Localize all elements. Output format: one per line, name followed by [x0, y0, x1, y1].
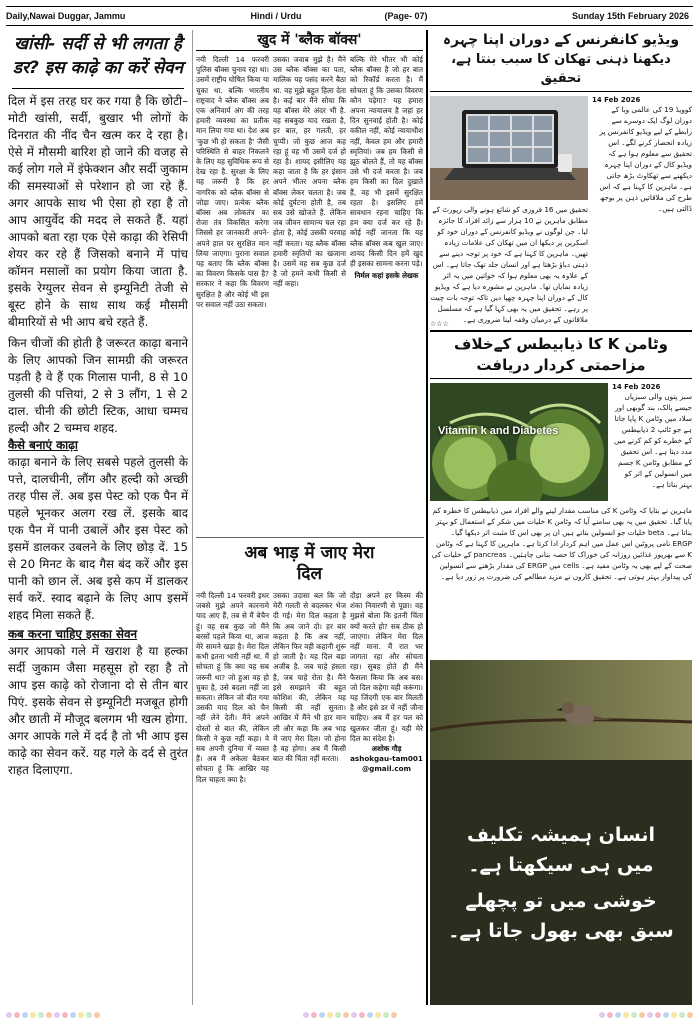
- bhaad-col-2: उसका उदासा बल कि जो मेरी गलती से बदलकर भेज दी गई। मेरा दिल कहता है कि अब जाने दो। हर बार कहता है कि अब नहीं, लेकिन फिर वही कहानी शुरू हो जाती है। यह दिल बड़ा अजीब है. जब चाहे हंसता है, जब चाहे रोता है। मैंने इसे समझाने की बहुत कोशिश की, लेकिन यह किसी की नहीं सुनता। आखिर में मैंने भी हार मान ली और कहा कि अब भाड़ में जाए मेरा दिल। जो होना है वह होगा। अब मैं किसी बात की चिंता नहीं करता।: [273, 591, 346, 764]
- bhaad-col-1: नयी दिल्ली 14 फरवरी इधर जबसे मुझे अपने कारनामे याद आए हैं, तब से मैं बेचैन हूं। वह सब कुछ जो मैंने बरसों पहले किया था, आज मेरे सामने खड़ा है। मेरा दिल कभी इतना भारी नहीं था. मैं सोचता हूं कि क्या यह सब जरूरी था? जो हुआ वह हो चुका है, उसे बदला नहीं जा सकता। लेकिन जो बीत गया उसकी याद दिल को चैन नहीं लेने देती। मैंने अपने दोस्तों से बात की, लेकिन किसी ने कुछ नहीं कहा। वे सब अपनी दुनिया में व्यस्त हैं। अब मैं अकेला बैठकर सोचता हूं कि आखिर यह दिल चाहता क्या है।: [196, 591, 269, 784]
- footer-dot: [62, 1012, 68, 1018]
- bird-photo: [430, 660, 692, 760]
- kadha-subhead-when: कब करना चाहिए इसका सेवन: [8, 627, 138, 641]
- cabbage-illustration: [430, 383, 608, 501]
- footer-dot: [647, 1012, 653, 1018]
- column-divider: [426, 30, 428, 1005]
- footer-dot: [70, 1012, 76, 1018]
- vitamin-image-caption: Vitamin k and Diabetes: [438, 425, 559, 437]
- footer-dot: [367, 1012, 373, 1018]
- video-headline-1: ویڈیو کانفرنس کے دوران اپنا چہرہ: [442, 32, 680, 48]
- paper-name: Daily,Nawai Duggar, Jammu: [6, 11, 126, 21]
- footer-dot: [319, 1012, 325, 1018]
- vitamin-body: ماہرین نے بتایا کہ وٹامن K کی مناسب مقدار لینے والے افراد میں ذیابیطس کا خطرہ کم پایا گیا۔ تحقیق میں یہ بھی سامنے آیا کہ وٹامن K خلیات میں شکر کے استعمال کو بہتر بناتا ہے۔ beta خلیات جو انسولین بناتے ہیں ان پر بھی اس کا مثبت اثر دیکھا گیا۔ ERGP نامی پروٹین اس عمل میں اہم کردار ادا کرتا ہے۔ ماہرین کا کہنا ہے کہ وٹامن K سے بھرپور غذائیں روزانہ کی خوراک کا حصہ بنانی چاہئیں۔ pancreas کے خلیات کی صحت کے لیے بھی یہ وٹامن مفید ہے۔ cells میں ERGP کی مقدار بڑھنے سے انسولین کی پیداوار بہتر ہوتی ہے۔ تحقیق کاروں نے مزید مطالعے کی ضرورت پر زور دیا ہے۔: [431, 506, 692, 581]
- bird-illustration: [430, 660, 692, 760]
- footer-dots-left: [6, 1012, 100, 1018]
- vitamin-headline-2: مزاحمتی کردار دریافت: [476, 356, 646, 374]
- video-headline-2: دیکھنا ذہنی تھکان کا سبب بنتا ہے، تحقیق: [451, 52, 671, 86]
- footer-dot: [38, 1012, 44, 1018]
- black-box-byline: निर्मल कहां इसके लेखक: [354, 271, 419, 281]
- footer-dot: [335, 1012, 341, 1018]
- footer-dot: [687, 1012, 693, 1018]
- footer-dot: [663, 1012, 669, 1018]
- bhaad-email: ashokgau-tam001@gmail.com: [350, 754, 423, 774]
- black-box-col-1: नयी दिल्ली 14 फरवरी पुलिस बॉक्स चुनाव रहा था। उसमें राष्ट्रीय घोषित किया या चुका था. बल्कि भारतीय राष्ट्रवाद ने ब्लैक बॉक्स अब एक अनिवार्य अंग की तरह हमारी व्यवस्था का प्रतीक मान लिया गया था। देश अब 'कुछ भी हो सकता है' जैसी परिस्थिति से बाहर निकलने के लिए यह सुविधिक रूप से देख रहा है. सुरक्षा के लिए यह जरूरी है कि हर नागरिक को ब्लैक बॉक्स से जोड़ा जाए। प्रत्येक ब्लैक बॉक्स अब लोकतंत्र का रोजा तंत्र विकसित करेगा जिससे हर जानकारी अपने-अपने हाल पर सुरक्षित मान लिया जाएगा। पुराना सवाल यह बताए कि ब्लैक बॉक्स का विवरण किसके पास है? सरकार ने कहा कि विवरण सुरक्षित है और कोई भी इस पर सवाल नहीं उठा सकता।: [196, 55, 269, 309]
- kadha-intro: दिल में इस तरह घर कर गया है कि छोटी–मोटी खांसी, सर्दी, बुखार भी लोगों के दिनरात की नींद चैन खत्म कर दे रहा है। ऐसे में मौसमी बारिश हो जाने की वजह से कई लोग गले में इंफेक्शन और सर्दी जुकाम की समस्याओं से परेशान हो जा रहे हैं. अगर आपके साथ भी ऐसा हो रहा है तो आप आयुर्वेद की मदद ले सकते हैं. यहां आपको बता रहा एक ऐसे काढ़ा की रेसिपी शेयर कर रहे हैं जिसको बनाने में पांच कॉमन मसालों का प्रयोग किया जाता है. इसके रेग्युलर सेवन से इम्यूनिटी तेजी से बूस्ट होने के साथ साथ कई मौसमी बीमारियों से भी आप बचे रहते हैं.: [8, 94, 188, 329]
- quote-box: [430, 760, 692, 1005]
- footer-dot: [94, 1012, 100, 1018]
- black-box-article: [196, 30, 423, 535]
- footer-dot: [607, 1012, 613, 1018]
- footer-dot: [359, 1012, 365, 1018]
- footer-dot: [623, 1012, 629, 1018]
- bhaad-col-3: दौड़ा अपने हर किस्म की शंका निवारणी से पूछा। वह मुझसे बोला कि इतनी चिंता क्यों करते हो? सब ठीक हो जाएगा। लेकिन मेरा दिल नहीं माना. मैं रात भर जागता रहा और सोचता रहा। सुबह होते ही मैंने फैसला किया कि अब बस। जो दिल कहेगा वही करूंगा। यह जिंदगी एक बार मिलती है और इसे डर में नहीं जीना चाहिए। अब मैं हर पल को खुलकर जीता हूं। यही मेरे दिल का संदेश है।: [350, 591, 423, 743]
- laptop-illustration: [430, 96, 588, 200]
- footer-dot: [375, 1012, 381, 1018]
- footer-dot: [383, 1012, 389, 1018]
- page-footer: [6, 1010, 693, 1019]
- footer-dot: [303, 1012, 309, 1018]
- quote-line-2: خوشی میں تو پچھلے سبق بھی بھول جاتا ہے۔: [448, 889, 674, 942]
- page-number: (Page- 07): [384, 11, 428, 21]
- footer-dot: [631, 1012, 637, 1018]
- footer-dot: [30, 1012, 36, 1018]
- separator-stars: ☆☆☆: [430, 320, 449, 328]
- vitamin-date: 14 Feb 2026: [612, 383, 661, 391]
- footer-dots-right: [599, 1012, 693, 1018]
- section-rule: [196, 537, 424, 538]
- language-label: Hindi / Urdu: [250, 11, 302, 21]
- urdu-section: [430, 30, 692, 1005]
- kadha-article: [8, 30, 188, 1005]
- vitamin-k-photo: [430, 383, 608, 501]
- video-body: تحقیق میں 16 فروری کو شائع ہونے والی رپورٹ کے مطابق ماہرین نے 10 ہزار سے زائد افراد کا جائزہ لیا۔ جن لوگوں نے ویڈیو کانفرنس کے دوران خود کو اسکرین پر دیکھا ان میں تھکان کی علامات زیادہ تھیں۔ ماہرین کا کہنا ہے کہ خود پر توجہ دینے سے ذہنی دباؤ بڑھتا ہے اور انسان جلد تھک جاتا ہے۔ اس کے علاوہ یہ بھی معلوم ہوا کہ خواتین میں یہ اثر زیادہ نمایاں تھا۔ ماہرین نے مشورہ دیا ہے کہ ویڈیو کال کے دوران اپنا چہرہ چھپا دیں تاکہ توجہ بات چیت پر رہے۔ تحقیق میں یہ بھی کہا گیا ہے کہ مسلسل ملاقاتوں کے درمیان وقفہ لینا ضروری ہے۔: [430, 205, 588, 324]
- video-intro: کوویڈ 19 کی عالمی وبا کے دوران لوگ ایک دوسرے سے رابطے کے لیے ویڈیو کانفرنس پر زیادہ انحصار کرنے لگے۔ اس تحقیق سے معلوم ہوا ہے کہ ویڈیو کال کے دوران اپنا چہرہ دیکھنے سے تھکاوٹ بڑھ جاتی ہے۔ ماہرین کا کہنا ہے کہ اس طرح کی ملاقاتیں ذہن پر بوجھ ڈالتی ہیں۔: [599, 105, 692, 213]
- kadha-ingredients: किन चीजों की होती है जरूरत काढ़ा बनाने के लिए आपको जिन सामग्री की जरूरत पड़ती है वे हैं एक गिलास पानी, 8 से 10 तुलसी की पत्तियां, 2 से 3 लौंग, 1 से 2 दाल. चीनी की छोटी स्टिक, आधा चम्मच हल्दी और 2 चम्मच शहद.: [8, 336, 188, 435]
- quote-line-1: انسان ہمیشہ تکلیف میں ہی سیکھتا ہے۔: [467, 823, 655, 876]
- footer-dots-middle: [303, 1012, 397, 1018]
- video-date: 14 Feb 2026: [592, 96, 641, 104]
- footer-dot: [639, 1012, 645, 1018]
- video-conference-photo: [430, 96, 588, 200]
- footer-dot: [391, 1012, 397, 1018]
- footer-dot: [14, 1012, 20, 1018]
- column-divider: [192, 30, 193, 1005]
- footer-dot: [78, 1012, 84, 1018]
- vitamin-headline-1: وٹامن K کا ذیابیطس کےخلاف: [454, 335, 668, 353]
- footer-dot: [599, 1012, 605, 1018]
- footer-dot: [327, 1012, 333, 1018]
- kadha-method: काढ़ा बनाने के लिए सबसे पहले तुलसी के पत्ते, दालचीनी, लौंग और हल्दी को अच्छी तरह पीस लें. अब इस पेस्ट को एक पैन में पहले भूनकर अलग रख लें. इसके बाद एक पैन में पानी उबालें और इस पेस्ट को इसमें डालकर उबलने के लिए छोड़ दें. 15 से 20 मिनट के बाद गैस बंद करें और इस पानी को छान लें. अब इसे कप में डालकर सर्व करें. स्वाद बढ़ाने के लिए आप इसमें शहद मिला सकते हैं.: [8, 455, 188, 622]
- footer-dot: [351, 1012, 357, 1018]
- footer-dot: [6, 1012, 12, 1018]
- kadha-headline: खांसी- सर्दी से भी लगता है डर? इस काढ़े का करें सेवन: [12, 34, 184, 78]
- black-box-col-2: उसका जवाब मुझे है। मैंने उस ब्लैक बॉक्स का पता, मालिक यह पसंद करने बैठा था. वह मुझे बहुत हिला देता है। कई बार मैंने सोचा कि यह बॉक्स मेरे अंदर भी है. वह सबकुछ याद रखता है, हर बात, हर गलती, हर चुप्पी। जो कुछ आज कह रहा हूं वह भी उसमें दर्ज हो रहा है। शायद इसीलिए यह कहा जाता है कि हर इंसान अपने भीतर अपना ब्लैक बॉक्स लेकर चलता है। जब कोई दुर्घटना होती है, तब सब उसे खोजते हैं. लेकिन जब जीवन सामान्य चल रहा होता है, कोई उसकी परवाह नहीं करता। यह ब्लैक बॉक्स हमारी स्मृतियों का खजाना है। उसमें वह सब कुछ दर्ज है जो हमने कभी किसी से नहीं कहा।: [273, 55, 346, 289]
- vitamin-intro: سبز پتوں والی سبزیاں جیسے پالک، بند گوبھی اور سلاد میں وٹامن K پایا جاتا ہے جو ٹائپ 2 ذیابیطس کے خطرے کو کم کرنے میں مدد دیتا ہے۔ اس تحقیق کے مطابق وٹامن K جسم میں انسولین کے اثر کو بہتر بناتا ہے۔: [613, 392, 692, 489]
- black-box-headline: खुद में 'ब्लैक बॉक्स': [196, 30, 423, 51]
- bhaad-author: अशोक गौड़: [371, 744, 402, 754]
- black-box-col-3: बल्कि मेरे भीतर भी कोई ब्लैक बॉक्स है जो हर बात को रिकॉर्ड करता है। मैं सोचता हूं कि उसका विवरण कौन पढ़ेगा? यह हमारा अपना न्यायालय है जहां हर दिन सुनवाई होती है। कोई वकील नहीं, कोई न्यायाधीश नहीं, केवल हम और हमारी स्मृतियां। जब हम किसी से झूठ बोलते हैं, तो यह बॉक्स उसे भी दर्ज करता है। जब हम किसी का दिल दुखाते हैं, वह भी इसमें सुरक्षित रहता है। इसलिए हमें सावधान रहना चाहिए कि हम क्या दर्ज कर रहे हैं। कोई नहीं जानता कि यह ब्लैक बॉक्स कब खुल जाए। शायद किसी दिन हमें खुद ही इसका सामना करना पड़े।: [350, 55, 423, 269]
- footer-dot: [86, 1012, 92, 1018]
- footer-dot: [615, 1012, 621, 1018]
- kadha-when: अगर आपको गले में खराश है या हल्का सर्दी जुकाम जैसा महसूस हो रहा है तो आप इस काढ़े को रोजाना दो से तीन बार पिएं. इसके सेवन से इम्यूनिटी मजबूत होगी और छाती में मौजूद बलगम भी खत्म होगा. अगर आपके गले में दर्द है तो भी आप इस काढ़े का सेवन करें. यह गले के दर्द से तुरंत राहत दिलाएगा.: [8, 644, 188, 777]
- footer-dot: [679, 1012, 685, 1018]
- footer-dot: [46, 1012, 52, 1018]
- footer-dot: [22, 1012, 28, 1018]
- kadha-subhead-method: कैसे बनाएं काढ़ा: [8, 438, 78, 452]
- bhaad-article: [196, 541, 423, 1006]
- headline-rule: [12, 88, 184, 89]
- masthead: [6, 6, 693, 26]
- footer-dot: [343, 1012, 349, 1018]
- footer-dot: [54, 1012, 60, 1018]
- footer-dot: [671, 1012, 677, 1018]
- issue-date: Sunday 15th February 2026: [571, 11, 689, 21]
- footer-dot: [311, 1012, 317, 1018]
- bhaad-headline: अब भाड़ में जाए मेरा दिल: [244, 543, 375, 584]
- footer-dot: [655, 1012, 661, 1018]
